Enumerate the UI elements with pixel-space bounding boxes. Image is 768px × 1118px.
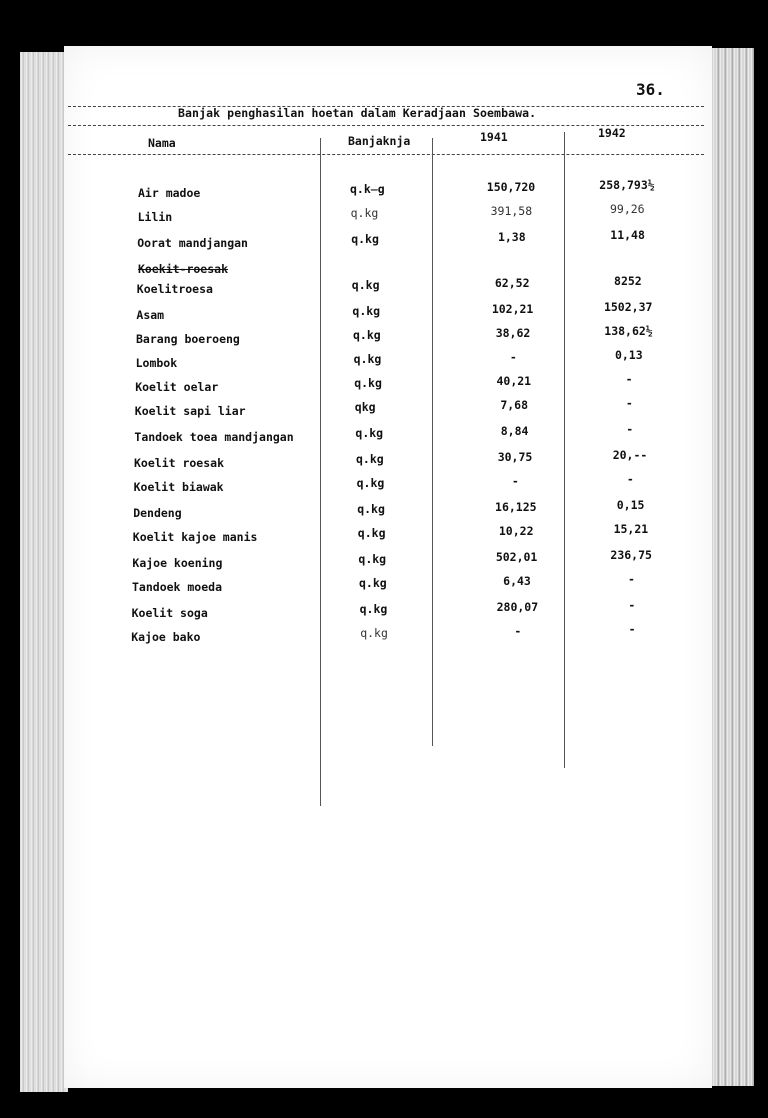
row-11-y1941: 30,75 bbox=[497, 450, 533, 464]
row-18-name: Kajoe bako bbox=[131, 630, 201, 644]
row-1-y1942: 258,793½ bbox=[599, 178, 655, 192]
row-10-name: Tandoek toea mandjangan bbox=[134, 430, 294, 444]
row-16-unit: q.kg bbox=[359, 576, 387, 590]
row-17-unit: q.kg bbox=[359, 602, 388, 616]
row-3-y1941: 1,38 bbox=[497, 230, 526, 244]
row-8-y1941: 40,21 bbox=[496, 374, 532, 388]
row-5-y1942: 1502,37 bbox=[603, 300, 653, 314]
row-11-y1942: 20,-- bbox=[612, 448, 648, 462]
right-book-edge bbox=[706, 48, 754, 1086]
row-10-y1942: - bbox=[626, 422, 634, 436]
row-2-y1941: 391,58 bbox=[490, 204, 533, 218]
row-7-y1941: - bbox=[509, 350, 517, 364]
row-4-y1942: 8252 bbox=[614, 274, 642, 288]
header-1941: 1941 bbox=[480, 130, 508, 144]
row-17-name: Koelit soga bbox=[131, 606, 208, 620]
row-18-y1941: - bbox=[514, 624, 522, 638]
row-12-y1941: - bbox=[511, 474, 519, 488]
header-1942: 1942 bbox=[598, 126, 626, 140]
table-title: Banjak penghasilan hoetan dalam Keradjaan Soembawa. bbox=[178, 106, 537, 120]
row-1-name: Air madoe bbox=[138, 186, 201, 200]
row-2-y1942: 99,26 bbox=[609, 202, 645, 216]
row-2-unit: q.kg bbox=[350, 206, 379, 220]
row-15-unit: q.kg bbox=[358, 552, 387, 566]
column-divider-3 bbox=[564, 132, 565, 768]
row-7-name: Lombok bbox=[135, 356, 178, 370]
row-16-y1942: - bbox=[628, 572, 635, 586]
row-14-name: Koelit kajoe manis bbox=[132, 530, 258, 544]
document-page bbox=[64, 46, 712, 1088]
row-17-y1941: 280,07 bbox=[496, 600, 539, 614]
row-14-y1941: 10,22 bbox=[498, 524, 534, 538]
row-12-y1942: - bbox=[626, 472, 634, 486]
row-2-name: Lilin bbox=[137, 210, 173, 224]
row-9-y1941: 7,68 bbox=[500, 398, 529, 412]
row-10-y1941: 8,84 bbox=[500, 424, 529, 438]
row-6-name: Barang boeroeng bbox=[136, 332, 240, 346]
row-18-unit: q.kg bbox=[360, 626, 388, 640]
row-15-y1941: 502,01 bbox=[495, 550, 538, 564]
row-12-unit: q.kg bbox=[356, 476, 385, 490]
row-7-unit: q.kg bbox=[353, 352, 382, 366]
row-5-name: Asam bbox=[136, 308, 165, 322]
row-1-y1941: 150,720 bbox=[486, 180, 536, 194]
column-divider-1 bbox=[320, 138, 321, 806]
page-number: 36. bbox=[636, 80, 665, 99]
column-divider-2 bbox=[432, 138, 433, 746]
row-14-unit: q.kg bbox=[357, 526, 386, 540]
row-8-unit: q.kg bbox=[354, 376, 382, 390]
row-13-unit: q.kg bbox=[357, 502, 385, 516]
row-12-name: Koelit biawak bbox=[133, 480, 224, 494]
row-16-y1941: 6,43 bbox=[503, 574, 531, 588]
row-8-y1942: - bbox=[625, 372, 633, 386]
row-10-unit: q.kg bbox=[355, 426, 384, 440]
row-4-name: Koelitroesa bbox=[136, 282, 213, 296]
row-5-y1941: 102,21 bbox=[491, 302, 534, 316]
row-7-y1942: 0,13 bbox=[614, 348, 643, 362]
row-5-unit: q.kg bbox=[352, 304, 381, 318]
header-name: Nama bbox=[148, 136, 176, 150]
row-4-y1941: 62,52 bbox=[494, 276, 530, 290]
row-9-unit: qkg bbox=[354, 400, 376, 414]
row-3-y1942: 11,48 bbox=[610, 228, 645, 242]
row-16-name: Tandoek moeda bbox=[132, 580, 223, 594]
row-6-y1941: 38,62 bbox=[495, 326, 531, 340]
row-13-name: Dendeng bbox=[133, 506, 182, 520]
row-11-unit: q.kg bbox=[356, 452, 384, 466]
row-1-unit: q.k̶g bbox=[350, 182, 385, 196]
row-11-name: Koelit roesak bbox=[134, 456, 225, 470]
header-rule bbox=[68, 154, 704, 155]
row-14-y1942: 15,21 bbox=[613, 522, 649, 536]
header-unit: Banjaknja bbox=[348, 134, 411, 148]
row-13-y1941: 16,125 bbox=[495, 500, 537, 514]
row-4-unit: q.kg bbox=[351, 278, 380, 292]
row-15-name: Kajoe koening bbox=[132, 556, 223, 570]
row-8-name: Koelit oelar bbox=[135, 380, 219, 394]
row-13-y1942: 0,15 bbox=[616, 498, 645, 512]
row-3-name: Oorat mandjangan bbox=[137, 236, 248, 250]
row-15-y1942: 236,75 bbox=[610, 548, 652, 562]
left-book-edge bbox=[20, 52, 68, 1092]
row-3-unit: q.kg bbox=[351, 232, 379, 246]
row-6-unit: q.kg bbox=[353, 328, 381, 342]
row-18-y1942: - bbox=[628, 622, 636, 636]
row-6-y1942: 138,62½ bbox=[604, 324, 653, 338]
struck-entry: Koekit-roesak bbox=[138, 262, 229, 276]
row-17-y1942: - bbox=[628, 598, 636, 612]
row-9-y1942: - bbox=[625, 396, 633, 410]
row-9-name: Koelit sapi liar bbox=[134, 404, 246, 418]
